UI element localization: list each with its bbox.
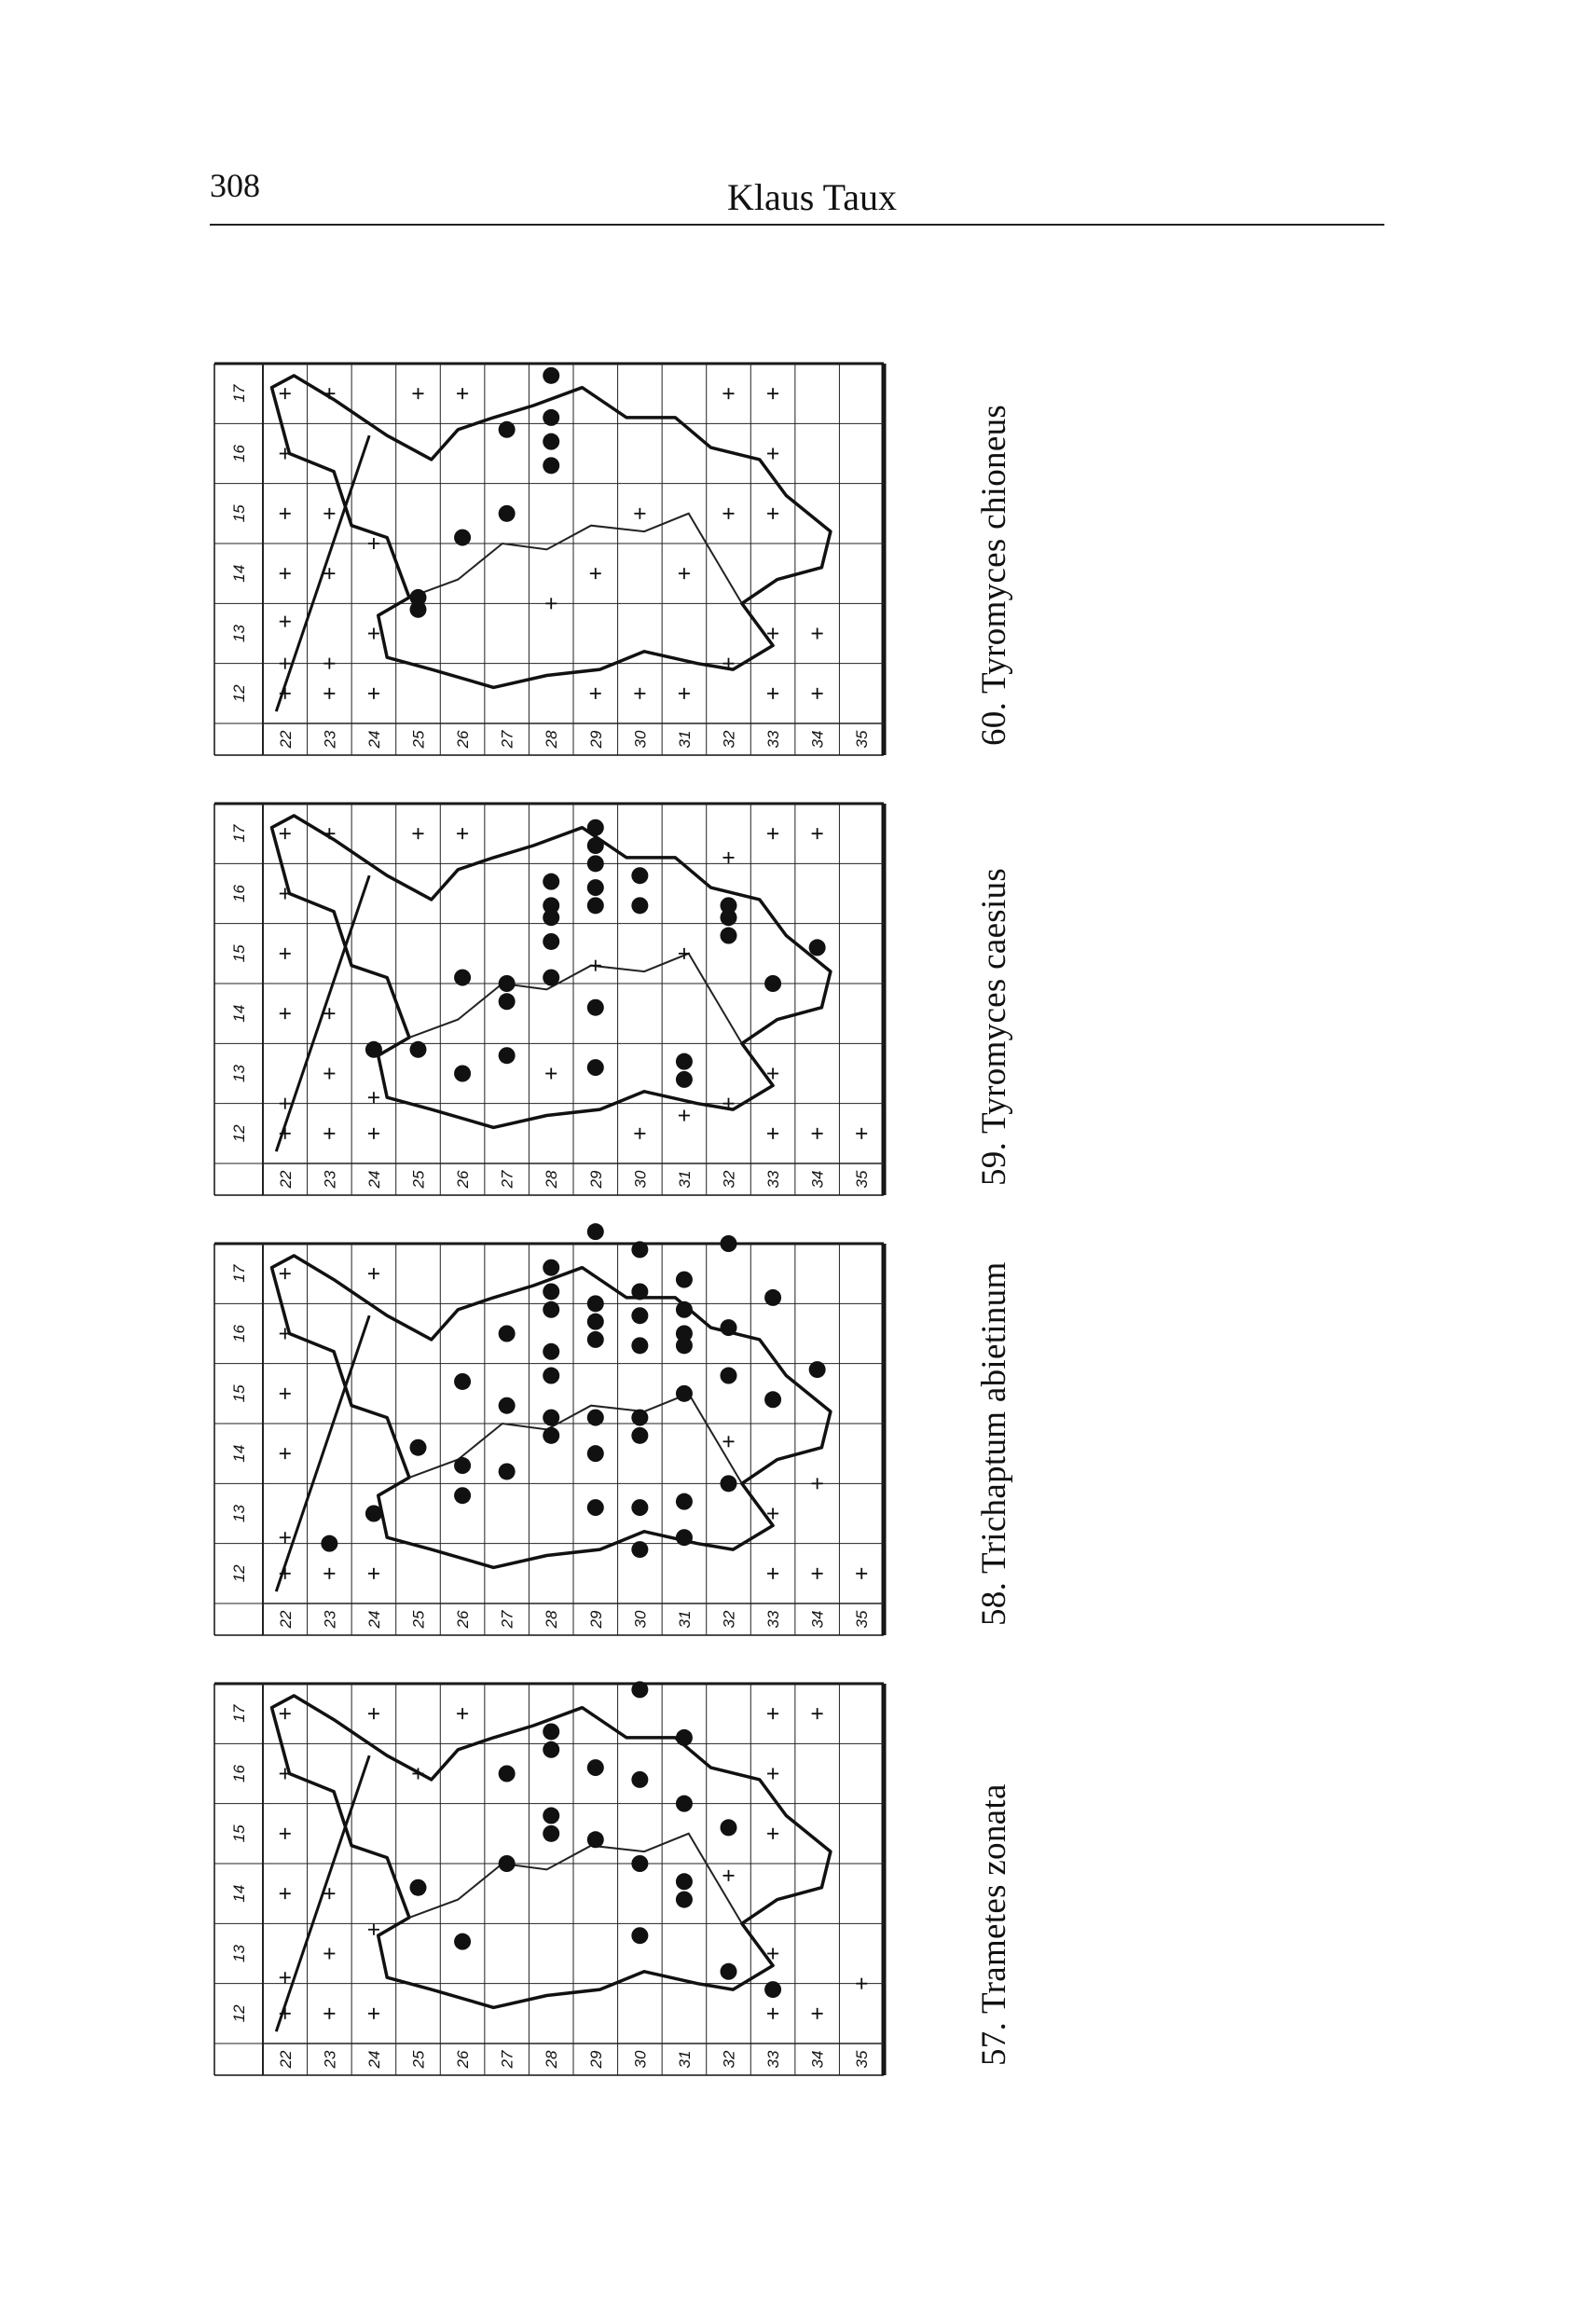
absence-cross xyxy=(368,1568,379,1579)
col-label: 13 xyxy=(230,1945,248,1962)
record-dot xyxy=(587,1831,604,1848)
col-label: 16 xyxy=(230,1325,248,1342)
col-label: 16 xyxy=(230,1765,248,1782)
row-label: 33 xyxy=(764,730,783,749)
absence-cross xyxy=(323,688,335,699)
absence-cross xyxy=(280,1828,291,1839)
record-dot xyxy=(543,874,559,890)
absence-cross xyxy=(767,688,778,699)
record-dot xyxy=(631,1499,648,1516)
absence-cross xyxy=(368,538,379,549)
row-label: 30 xyxy=(631,730,650,749)
record-dot xyxy=(587,897,604,914)
record-dot xyxy=(676,1337,693,1354)
record-dot xyxy=(587,1331,604,1348)
record-dot xyxy=(631,1241,648,1258)
absence-cross xyxy=(280,1972,291,1983)
row-label: 22 xyxy=(276,2050,295,2069)
row-label: 24 xyxy=(365,1170,383,1189)
record-dot xyxy=(543,1283,559,1300)
row-label: 29 xyxy=(586,730,605,749)
record-dot xyxy=(676,1493,693,1510)
row-label: 32 xyxy=(720,2050,738,2069)
record-dot xyxy=(410,1439,427,1456)
record-dot xyxy=(587,1223,604,1240)
record-dot xyxy=(631,1410,648,1426)
row-label: 35 xyxy=(853,730,872,749)
absence-cross xyxy=(323,2008,335,2019)
record-dot xyxy=(543,1427,559,1444)
record-dot xyxy=(543,367,559,384)
map-caption: 58. Trichaptum abietinum xyxy=(975,1261,1013,1626)
record-dot xyxy=(721,928,737,944)
absence-cross xyxy=(634,688,645,699)
absence-cross xyxy=(679,568,690,579)
absence-cross xyxy=(767,388,778,399)
record-dot xyxy=(454,1373,471,1390)
record-dot xyxy=(721,897,737,914)
absence-cross xyxy=(280,616,291,627)
record-dot xyxy=(587,819,604,836)
record-dot xyxy=(676,1385,693,1402)
col-label: 17 xyxy=(230,384,248,403)
absence-cross xyxy=(368,1092,379,1103)
absence-cross xyxy=(280,1268,291,1279)
header-rule xyxy=(210,224,1384,226)
absence-cross xyxy=(767,1768,778,1780)
absence-cross xyxy=(723,1870,735,1881)
row-label: 33 xyxy=(764,1170,783,1189)
col-label: 15 xyxy=(230,504,248,523)
col-label: 15 xyxy=(230,1824,248,1843)
absence-cross xyxy=(590,960,601,971)
page-header xyxy=(210,158,1384,224)
record-dot xyxy=(721,1368,737,1384)
absence-cross xyxy=(723,852,735,863)
record-dot xyxy=(631,1307,648,1324)
record-dot xyxy=(543,409,559,426)
record-dot xyxy=(454,530,471,546)
record-dot xyxy=(499,1855,516,1872)
record-dot xyxy=(676,1873,693,1890)
record-dot xyxy=(676,1301,693,1318)
record-dot xyxy=(543,434,559,450)
record-dot xyxy=(321,1535,337,1552)
record-dot xyxy=(543,1410,559,1426)
absence-cross xyxy=(368,1268,379,1279)
running-head: Klaus Taux xyxy=(727,176,897,218)
absence-cross xyxy=(280,388,291,399)
record-dot xyxy=(676,1529,693,1546)
record-dot xyxy=(543,1723,559,1740)
absence-cross xyxy=(368,1128,379,1139)
row-label: 25 xyxy=(409,2050,428,2069)
col-label: 12 xyxy=(230,2004,248,2023)
row-label: 28 xyxy=(543,730,561,749)
absence-cross xyxy=(280,1388,291,1399)
record-dot xyxy=(410,1041,427,1058)
col-label: 14 xyxy=(230,564,248,583)
record-dot xyxy=(631,1283,648,1300)
row-label: 32 xyxy=(720,730,738,749)
absence-cross xyxy=(457,828,468,839)
row-label: 28 xyxy=(543,2050,561,2069)
absence-cross xyxy=(590,568,601,579)
distribution-map-57 xyxy=(214,1684,884,2075)
row-label: 30 xyxy=(631,1610,650,1629)
absence-cross xyxy=(767,1068,778,1080)
record-dot xyxy=(365,1041,382,1058)
record-dot xyxy=(499,1766,516,1782)
record-dot xyxy=(543,1301,559,1318)
absence-cross xyxy=(457,1708,468,1719)
col-label: 17 xyxy=(230,1704,248,1723)
absence-cross xyxy=(812,688,823,699)
absence-cross xyxy=(723,508,735,519)
row-label: 29 xyxy=(586,1610,605,1629)
row-label: 23 xyxy=(321,2050,339,2069)
row-label: 30 xyxy=(631,2050,650,2069)
absence-cross xyxy=(767,1128,778,1139)
record-dot xyxy=(631,1337,648,1354)
record-dot xyxy=(587,1314,604,1330)
record-dot xyxy=(721,1819,737,1836)
row-label: 25 xyxy=(409,1170,428,1189)
col-label: 17 xyxy=(230,1264,248,1283)
record-dot xyxy=(365,1506,382,1522)
distribution-map-60 xyxy=(214,364,884,755)
absence-cross xyxy=(368,2008,379,2019)
page-number: 308 xyxy=(210,167,260,204)
absence-cross xyxy=(856,1568,867,1579)
absence-cross xyxy=(323,1948,335,1960)
absence-cross xyxy=(767,508,778,519)
absence-cross xyxy=(545,1068,557,1080)
record-dot xyxy=(499,993,516,1010)
map-caption: 60. Tyromyces chioneus xyxy=(975,404,1013,746)
row-label: 26 xyxy=(454,2050,473,2069)
record-dot xyxy=(809,939,826,956)
record-dot xyxy=(543,1343,559,1360)
record-dot xyxy=(410,589,427,606)
record-dot xyxy=(676,1272,693,1288)
record-dot xyxy=(543,970,559,986)
record-dot xyxy=(631,867,648,884)
record-dot xyxy=(631,1541,648,1558)
absence-cross xyxy=(280,1448,291,1459)
record-dot xyxy=(676,1053,693,1070)
row-label: 27 xyxy=(498,1170,516,1189)
record-dot xyxy=(631,1855,648,1872)
absence-cross xyxy=(280,948,291,959)
district-line xyxy=(409,954,742,1044)
absence-cross xyxy=(634,1128,645,1139)
record-dot xyxy=(676,1729,693,1746)
record-dot xyxy=(543,1825,559,1842)
absence-cross xyxy=(812,1128,823,1139)
row-label: 29 xyxy=(586,2050,605,2069)
row-label: 31 xyxy=(675,730,694,749)
district-line xyxy=(409,514,742,604)
map-grid-svg xyxy=(214,1684,884,2075)
absence-cross xyxy=(767,2008,778,2019)
row-label: 24 xyxy=(365,2050,383,2069)
row-label: 31 xyxy=(675,1170,694,1189)
record-dot xyxy=(587,879,604,896)
record-dot xyxy=(587,1499,604,1516)
row-label: 24 xyxy=(365,1610,383,1629)
record-dot xyxy=(587,1445,604,1462)
absence-cross xyxy=(280,1708,291,1719)
row-label: 33 xyxy=(764,1610,783,1629)
absence-cross xyxy=(280,828,291,839)
row-label: 33 xyxy=(764,2050,783,2069)
row-label: 34 xyxy=(808,2050,827,2069)
absence-cross xyxy=(723,388,735,399)
row-label: 32 xyxy=(720,1170,738,1189)
absence-cross xyxy=(812,828,823,839)
absence-cross xyxy=(280,1888,291,1899)
record-dot xyxy=(676,1892,693,1908)
col-label: 12 xyxy=(230,1564,248,1583)
map-grid-svg xyxy=(214,364,884,755)
row-label: 35 xyxy=(853,1170,872,1189)
row-label: 31 xyxy=(675,1610,694,1629)
row-label: 26 xyxy=(454,1610,473,1629)
col-label: 14 xyxy=(230,1004,248,1023)
record-dot xyxy=(543,909,559,926)
row-label: 34 xyxy=(808,1170,827,1189)
record-dot xyxy=(676,1071,693,1088)
absence-cross xyxy=(457,388,468,399)
col-label: 12 xyxy=(230,1124,248,1143)
row-label: 22 xyxy=(276,1610,295,1629)
record-dot xyxy=(543,457,559,474)
absence-cross xyxy=(634,508,645,519)
record-dot xyxy=(721,1475,737,1492)
absence-cross xyxy=(413,828,424,839)
record-dot xyxy=(587,837,604,854)
row-label: 22 xyxy=(276,1170,295,1189)
absence-cross xyxy=(812,628,823,640)
row-label: 28 xyxy=(543,1610,561,1629)
record-dot xyxy=(454,1934,471,1950)
row-label: 27 xyxy=(498,730,516,749)
record-dot xyxy=(499,975,516,992)
record-dot xyxy=(721,1235,737,1252)
absence-cross xyxy=(812,1708,823,1719)
absence-cross xyxy=(368,688,379,699)
record-dot xyxy=(631,1427,648,1444)
record-dot xyxy=(499,1326,516,1342)
row-label: 34 xyxy=(808,1610,827,1629)
col-label: 12 xyxy=(230,684,248,703)
row-label: 23 xyxy=(321,1170,339,1189)
row-label: 31 xyxy=(675,2050,694,2069)
record-dot xyxy=(454,1457,471,1474)
col-label: 16 xyxy=(230,885,248,902)
row-label: 23 xyxy=(321,730,339,749)
record-dot xyxy=(721,1963,737,1980)
record-dot xyxy=(499,1047,516,1064)
col-label: 17 xyxy=(230,824,248,843)
record-dot xyxy=(676,1796,693,1812)
absence-cross xyxy=(323,1128,335,1139)
row-label: 28 xyxy=(543,1170,561,1189)
absence-cross xyxy=(590,688,601,699)
row-label: 27 xyxy=(498,2050,516,2069)
record-dot xyxy=(631,1771,648,1788)
row-label: 26 xyxy=(454,1170,473,1189)
absence-cross xyxy=(812,1568,823,1579)
map-caption: 57. Trametes zonata xyxy=(975,1783,1013,2066)
distribution-map-59 xyxy=(214,804,884,1195)
absence-cross xyxy=(679,688,690,699)
absence-cross xyxy=(767,1708,778,1719)
record-dot xyxy=(543,933,559,950)
col-label: 15 xyxy=(230,944,248,963)
record-dot xyxy=(587,1059,604,1076)
row-label: 23 xyxy=(321,1610,339,1629)
absence-cross xyxy=(812,1478,823,1489)
row-label: 34 xyxy=(808,730,827,749)
row-label: 24 xyxy=(365,730,383,749)
record-dot xyxy=(587,999,604,1016)
row-label: 35 xyxy=(853,1610,872,1629)
absence-cross xyxy=(323,658,335,669)
record-dot xyxy=(543,1259,559,1276)
record-dot xyxy=(499,1397,516,1414)
distribution-map-58 xyxy=(214,1244,884,1635)
absence-cross xyxy=(812,2008,823,2019)
record-dot xyxy=(499,1463,516,1479)
record-dot xyxy=(454,970,471,986)
record-dot xyxy=(809,1361,826,1378)
absence-cross xyxy=(856,1978,867,1989)
record-dot xyxy=(631,1927,648,1944)
absence-cross xyxy=(679,1110,690,1122)
absence-cross xyxy=(368,1924,379,1935)
map-grid-svg xyxy=(214,1244,884,1635)
record-dot xyxy=(587,1410,604,1426)
record-dot xyxy=(587,855,604,872)
absence-cross xyxy=(280,568,291,579)
absence-cross xyxy=(323,508,335,519)
absence-cross xyxy=(323,1568,335,1579)
absence-cross xyxy=(413,388,424,399)
absence-cross xyxy=(368,1708,379,1719)
record-dot xyxy=(764,1981,781,1998)
map-grid-svg xyxy=(214,804,884,1195)
row-label: 35 xyxy=(853,2050,872,2069)
absence-cross xyxy=(280,1532,291,1543)
record-dot xyxy=(543,1368,559,1384)
absence-cross xyxy=(723,1436,735,1447)
record-dot xyxy=(587,1295,604,1312)
absence-cross xyxy=(280,658,291,669)
col-label: 15 xyxy=(230,1384,248,1403)
record-dot xyxy=(499,505,516,522)
col-label: 13 xyxy=(230,1505,248,1522)
record-dot xyxy=(631,1681,648,1698)
record-dot xyxy=(410,1879,427,1896)
absence-cross xyxy=(368,628,379,640)
row-label: 26 xyxy=(454,730,473,749)
record-dot xyxy=(721,1319,737,1336)
absence-cross xyxy=(280,1098,291,1109)
record-dot xyxy=(543,1741,559,1758)
absence-cross xyxy=(767,1948,778,1960)
absence-cross xyxy=(323,1068,335,1080)
map-caption: 59. Tyromyces caesius xyxy=(975,867,1013,1186)
record-dot xyxy=(764,1289,781,1306)
record-dot xyxy=(631,897,648,914)
absence-cross xyxy=(280,1008,291,1019)
row-label: 29 xyxy=(586,1170,605,1189)
absence-cross xyxy=(280,508,291,519)
record-dot xyxy=(764,1391,781,1408)
absence-cross xyxy=(767,1508,778,1520)
row-label: 25 xyxy=(409,730,428,749)
row-label: 27 xyxy=(498,1610,516,1629)
row-label: 25 xyxy=(409,1610,428,1629)
record-dot xyxy=(587,1759,604,1776)
absence-cross xyxy=(767,628,778,640)
row-label: 30 xyxy=(631,1170,650,1189)
col-label: 13 xyxy=(230,625,248,642)
absence-cross xyxy=(767,448,778,460)
col-label: 14 xyxy=(230,1444,248,1463)
row-label: 22 xyxy=(276,730,295,749)
absence-cross xyxy=(767,828,778,839)
record-dot xyxy=(543,1808,559,1824)
col-label: 14 xyxy=(230,1884,248,1903)
record-dot xyxy=(764,975,781,992)
absence-cross xyxy=(545,598,557,609)
absence-cross xyxy=(856,1128,867,1139)
record-dot xyxy=(499,421,516,438)
record-dot xyxy=(454,1066,471,1082)
col-label: 13 xyxy=(230,1065,248,1082)
col-label: 16 xyxy=(230,445,248,462)
absence-cross xyxy=(767,1568,778,1579)
row-label: 32 xyxy=(720,1610,738,1629)
record-dot xyxy=(454,1487,471,1504)
absence-cross xyxy=(767,1828,778,1839)
